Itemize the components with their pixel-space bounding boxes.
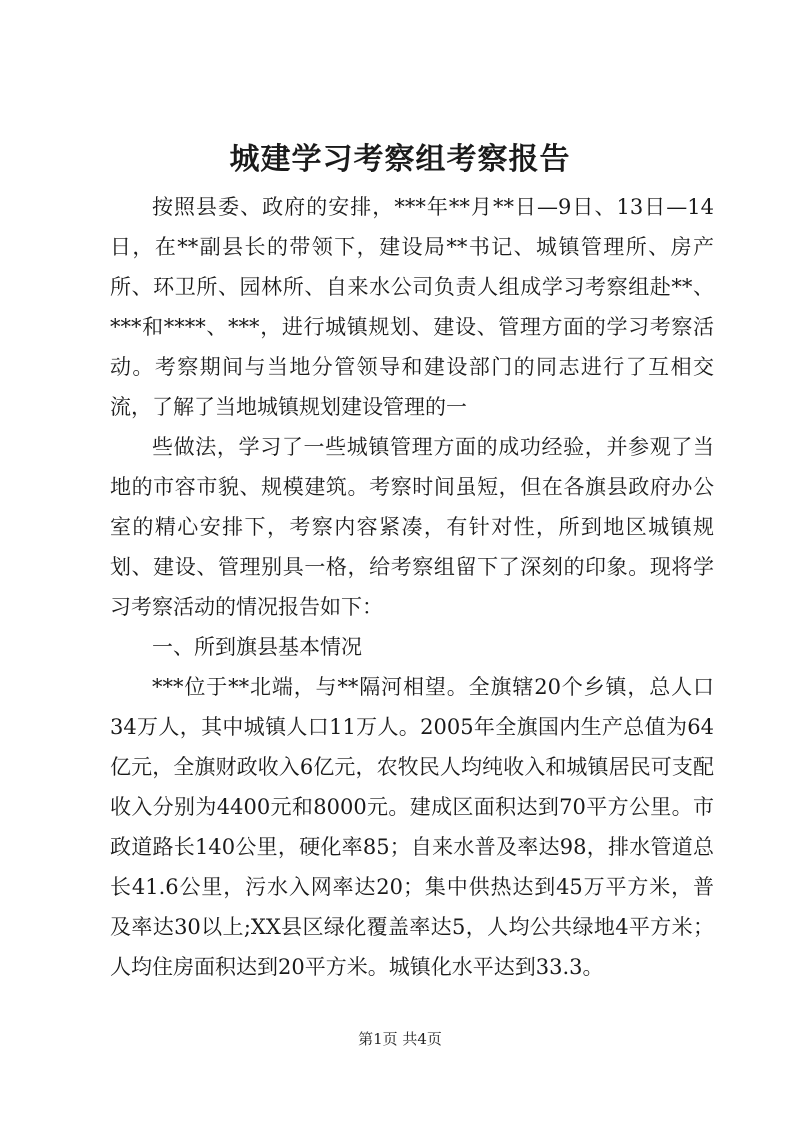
body-paragraph: 些做法，学习了一些城镇管理方面的成功经验，并参观了当地的市容市貌、规模建筑。考察时间虽短，但在各旗县政府办公室的精心安排下，考察内容紧凑，有针对性，所到地区城镇规划、建设、管理别具一格，给考察组留下了深刻的印象。现将学习考察活动的情况报告如下： — [110, 435, 714, 619]
section-heading: 一、所到旗县基本情况 — [152, 635, 362, 659]
body-paragraph: ***位于**北端，与**隔河相望。全旗辖20个乡镇，总人口34万人，其中城镇人口11万人。2005年全旗国内生产总值为64亿元，全旗财政收入6亿元，农牧民人均纯收入和城镇居民可支配收入分别为4400元和8000元。建成区面积达到70平方公里。市政道路长140公里，硬化率85；自来水普及率达98，排水管道总长41.6公里，污水入网率达20；集中供热达到45万平方米，普及率达30以上;XX县区绿化覆盖率达5，人均公共绿地4平方米；人均住房面积达到20平方米。城镇化水平达到33.3。 — [110, 675, 714, 979]
document-title: 城建学习考察组考察报告 — [229, 142, 571, 177]
document-body — [110, 187, 714, 987]
body-paragraph: 按照县委、政府的安排，***年**月**日—9日、13日—14日，在**副县长的带领下，建设局**书记、城镇管理所、房产所、环卫所、园林所、自来水公司负责人组成学习考察组赴**、***和****、***，进行城镇规划、建设、管理方面的学习考察活动。考察期间与当地分管领导和建设部门的同志进行了互相交流，了解了当地城镇规划建设管理的一 — [110, 195, 714, 419]
page-footer: 第1页 共4页 — [358, 1030, 442, 1048]
